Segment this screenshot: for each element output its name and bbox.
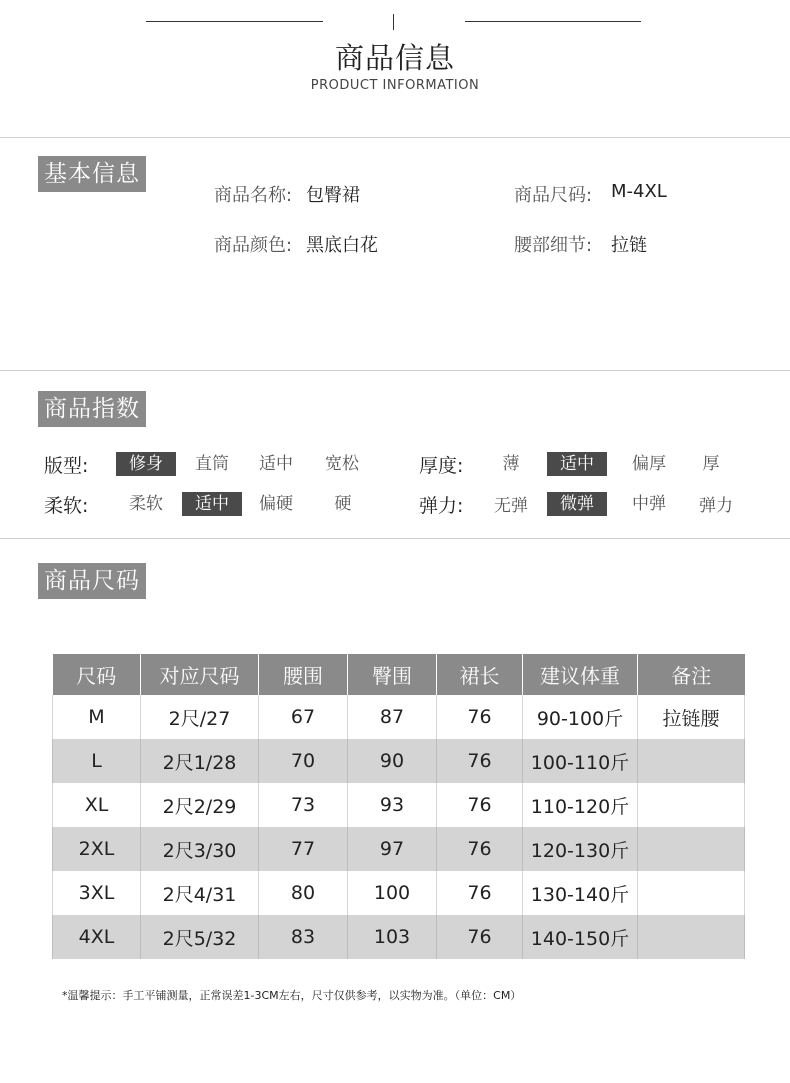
table-cell: 100-110斤	[523, 739, 638, 783]
page-title: 商品信息	[334, 41, 455, 75]
info-value-color: 黑底白花	[306, 235, 378, 256]
table-cell: 76	[437, 695, 523, 739]
table-cell: 2尺2/29	[141, 783, 259, 827]
table-cell: 140-150斤	[523, 915, 638, 959]
table-row	[53, 783, 745, 827]
index-option-stretch-3: 弹力	[699, 496, 733, 516]
table-cell: L	[53, 739, 141, 783]
info-value-waist: 拉链	[611, 235, 647, 256]
table-cell: 2XL	[53, 827, 141, 871]
header-cell: 裙长	[437, 654, 523, 695]
index-option-thickness-0: 薄	[502, 454, 520, 474]
section-divider	[0, 538, 790, 539]
info-label-size: 商品尺码:	[514, 185, 593, 206]
table-cell: 80	[259, 871, 348, 915]
table-cell: 90-100斤	[523, 695, 638, 739]
table-cell: 拉链腰	[638, 695, 745, 739]
index-option-softness-1: 适中	[182, 492, 242, 516]
index-option-softness-2: 偏硬	[259, 494, 293, 514]
table-row	[53, 695, 745, 739]
header-cell: 腰围	[259, 654, 348, 695]
index-label-softness: 柔软:	[44, 495, 89, 517]
page-subtitle: PRODUCT INFORMATION	[310, 78, 480, 93]
table-cell: 93	[348, 783, 437, 827]
section-divider	[0, 370, 790, 371]
header-rule-left	[146, 21, 323, 22]
index-option-softness-3: 硬	[334, 494, 352, 514]
header-cell: 尺码	[53, 654, 141, 695]
info-label-color: 商品颜色:	[214, 235, 293, 256]
size-table-header	[53, 654, 745, 695]
index-option-stretch-0: 无弹	[494, 496, 528, 516]
table-row	[53, 827, 745, 871]
index-option-fit-0: 修身	[116, 452, 176, 476]
index-option-stretch-1: 微弹	[547, 492, 607, 516]
table-row	[53, 915, 745, 959]
index-option-fit-3: 宽松	[325, 454, 359, 474]
table-cell: 2尺3/30	[141, 827, 259, 871]
index-option-softness-0: 柔软	[129, 494, 163, 514]
table-cell: 4XL	[53, 915, 141, 959]
info-label-name: 商品名称:	[214, 185, 293, 206]
table-cell: 2尺1/28	[141, 739, 259, 783]
table-cell: 130-140斤	[523, 871, 638, 915]
product-index-tag: 商品指数	[38, 391, 146, 427]
header-rule-right	[465, 21, 641, 22]
table-cell	[638, 783, 745, 827]
table-cell: 70	[259, 739, 348, 783]
table-cell: 83	[259, 915, 348, 959]
header-cell: 对应尺码	[141, 654, 259, 695]
table-cell: 76	[437, 915, 523, 959]
table-cell	[638, 739, 745, 783]
table-cell: 76	[437, 827, 523, 871]
header-cell: 建议体重	[523, 654, 638, 695]
table-cell	[638, 915, 745, 959]
table-cell: 110-120斤	[523, 783, 638, 827]
table-cell	[638, 871, 745, 915]
table-cell: 87	[348, 695, 437, 739]
header-cell: 备注	[638, 654, 745, 695]
index-option-fit-1: 直筒	[195, 454, 229, 474]
header-cell: 臀围	[348, 654, 437, 695]
table-cell: 2尺4/31	[141, 871, 259, 915]
table-row	[53, 739, 745, 783]
table-cell: 76	[437, 871, 523, 915]
info-value-name: 包臀裙	[306, 185, 360, 206]
table-cell: 2尺/27	[141, 695, 259, 739]
info-value-size: M-4XL	[611, 181, 667, 202]
index-option-thickness-3: 厚	[702, 454, 720, 474]
index-label-stretch: 弹力:	[419, 495, 464, 517]
table-cell: 77	[259, 827, 348, 871]
section-divider	[0, 137, 790, 138]
size-table	[52, 654, 745, 959]
info-label-waist: 腰部细节:	[514, 235, 593, 256]
size-tag: 商品尺码	[38, 563, 146, 599]
table-cell: XL	[53, 783, 141, 827]
table-cell: 100	[348, 871, 437, 915]
table-cell: 97	[348, 827, 437, 871]
table-cell: 2尺5/32	[141, 915, 259, 959]
table-cell: 120-130斤	[523, 827, 638, 871]
table-cell: 3XL	[53, 871, 141, 915]
table-cell: 90	[348, 739, 437, 783]
table-cell: 76	[437, 739, 523, 783]
index-option-stretch-2: 中弹	[632, 494, 666, 514]
table-cell: M	[53, 695, 141, 739]
table-cell: 76	[437, 783, 523, 827]
index-option-thickness-1: 适中	[547, 452, 607, 476]
table-cell: 67	[259, 695, 348, 739]
index-label-thickness: 厚度:	[419, 455, 464, 477]
index-label-fit: 版型:	[44, 455, 89, 477]
measurement-note: *温馨提示：手工平铺测量，正常误差1-3CM左右，尺寸仅供参考，以实物为准。（单位：CM）	[62, 989, 522, 1002]
table-row	[53, 871, 745, 915]
basic-info-tag: 基本信息	[38, 156, 146, 192]
table-cell: 103	[348, 915, 437, 959]
index-option-thickness-2: 偏厚	[632, 454, 666, 474]
header-tick	[393, 14, 394, 30]
table-cell	[638, 827, 745, 871]
index-option-fit-2: 适中	[259, 454, 293, 474]
table-cell: 73	[259, 783, 348, 827]
